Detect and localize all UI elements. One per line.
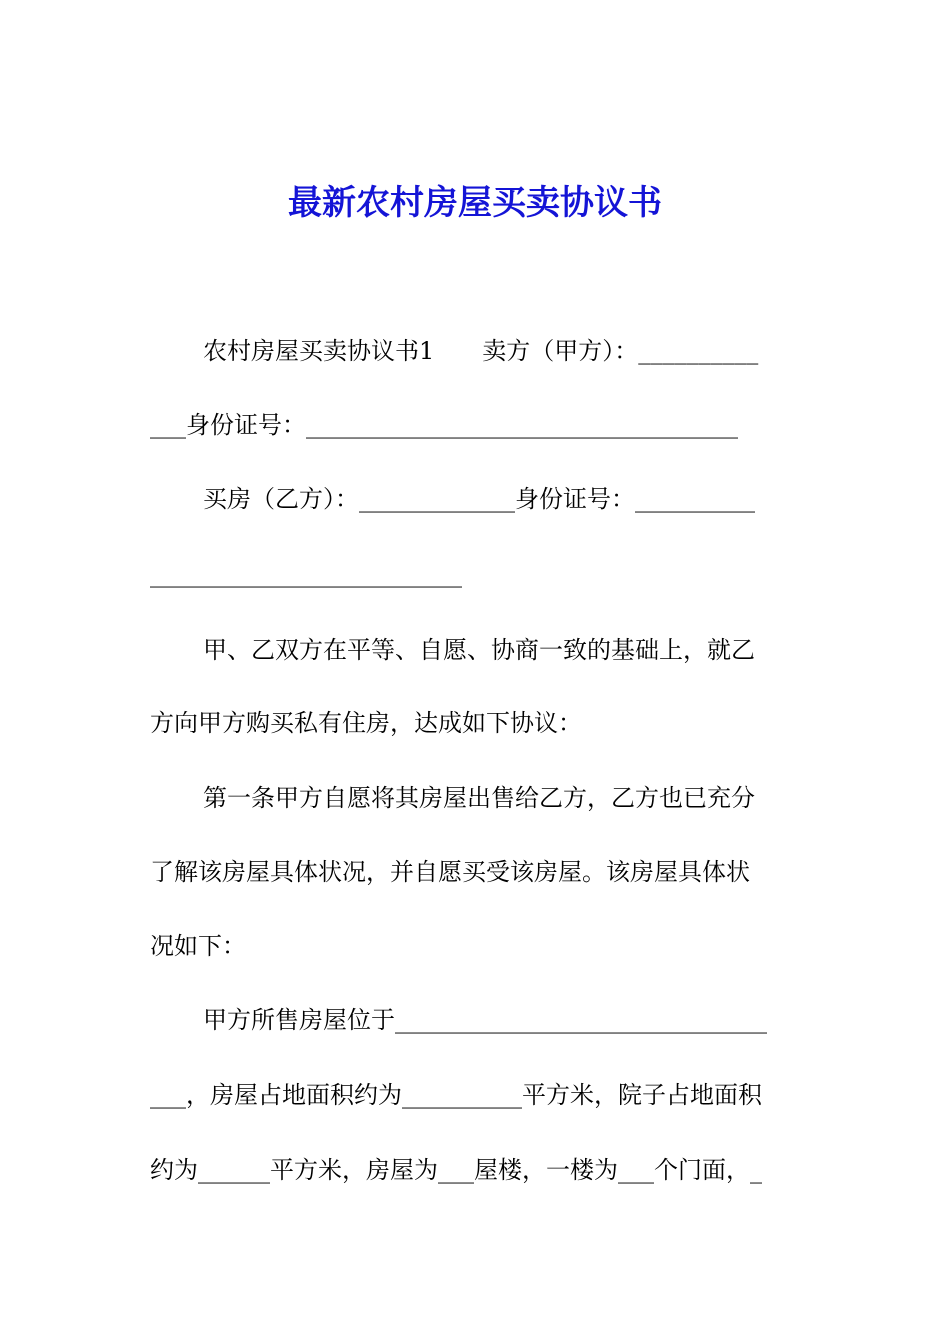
paragraph-buyer-line: 买房（乙方）：_____________身份证号：__________: [203, 485, 755, 513]
property-area-line: ___，房屋占地面积约为__________平方米，院子占地面积: [150, 1081, 762, 1109]
article-1-line-3: 况如下：: [150, 932, 246, 960]
property-location-line: 甲方所售房屋位于_______________________________: [203, 1006, 767, 1034]
paragraph-seller-id-line: ___身份证号：____________________________________: [150, 411, 738, 439]
document-title: 最新农村房屋买卖协议书: [288, 183, 662, 223]
article-1-line-2: 了解该房屋具体状况，并自愿买受该房屋。该房屋具体状: [150, 858, 750, 886]
property-floor-line: 约为______平方米，房屋为___屋楼，一楼为___个门面，_: [150, 1156, 762, 1184]
article-1-line-1: 第一条甲方自愿将其房屋出售给乙方，乙方也已充分: [203, 784, 755, 812]
paragraph-seller-line: 农村房屋买卖协议书1 卖方（甲方）：__________: [203, 337, 759, 365]
paragraph-buyer-id-blank: __________________________: [150, 560, 462, 588]
paragraph-intro-line-1: 甲、乙双方在平等、自愿、协商一致的基础上，就乙: [203, 636, 755, 664]
paragraph-intro-line-2: 方向甲方购买私有住房，达成如下协议：: [150, 709, 582, 737]
